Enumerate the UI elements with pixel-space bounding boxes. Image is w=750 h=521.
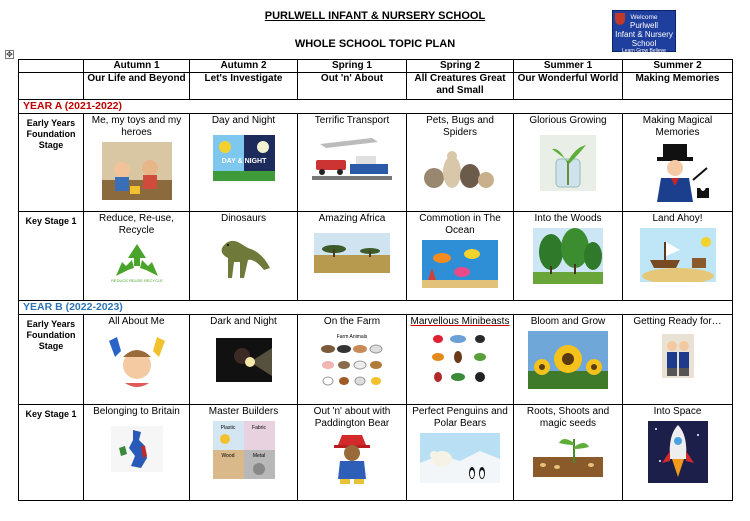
seedling-image xyxy=(533,433,603,477)
topic-title: On the Farm xyxy=(323,316,381,327)
pets-image xyxy=(420,142,500,190)
logo-welcome: Welcome xyxy=(630,14,658,21)
ocean-image xyxy=(422,240,498,288)
penguins-image xyxy=(420,433,500,483)
topic-title-text: Marvellous Minibeasts xyxy=(410,316,510,327)
wood-text: Wood xyxy=(221,453,234,459)
topic-title: Pets, Bugs and Spiders xyxy=(426,115,494,138)
topic-title: All About Me xyxy=(108,316,165,327)
toys-image xyxy=(102,142,172,200)
year-b-eyfs-row xyxy=(19,315,733,405)
topic-cell xyxy=(407,405,514,501)
theme-autumn1: Our Life and Beyond xyxy=(84,73,190,100)
plan-title: WHOLE SCHOOL TOPIC PLAN xyxy=(294,38,456,50)
logo-name-3: School xyxy=(631,39,657,48)
topic-cell xyxy=(190,114,298,212)
topic-title: Out 'n' about with Paddington Bear xyxy=(313,406,391,429)
topic-cell xyxy=(84,212,190,301)
topic-cell xyxy=(407,315,514,405)
topic-cell xyxy=(623,212,733,301)
corner-cell-2 xyxy=(19,73,84,100)
plastic-text: Plastic xyxy=(220,425,235,431)
table-move-handle-icon[interactable]: ✥ xyxy=(6,50,13,59)
fabric-text: Fabric xyxy=(251,425,266,431)
logo-name-2: Infant & Nursery xyxy=(615,30,673,39)
dinosaur-image xyxy=(214,228,274,284)
year-b-label: YEAR B (2022-2023) xyxy=(19,301,733,315)
topic-title: Into the Woods xyxy=(534,213,602,224)
topic-cell xyxy=(407,212,514,301)
topic-cell xyxy=(514,405,623,501)
topic-cell xyxy=(84,405,190,501)
topic-cell xyxy=(190,212,298,301)
pirate-image xyxy=(640,228,716,282)
topic-title: Getting Ready for… xyxy=(633,316,722,327)
topic-cell xyxy=(623,405,733,501)
topic-title: Day and Night xyxy=(211,115,276,126)
logo-motto: Learn Grow Believe xyxy=(622,48,666,54)
topic-title: Roots, Shoots and magic seeds xyxy=(526,406,610,429)
year-b-row xyxy=(19,301,733,315)
topic-cell xyxy=(84,114,190,212)
child-hands-image xyxy=(105,331,169,393)
topic-title: Terrific Transport xyxy=(314,115,390,126)
school-logo xyxy=(612,10,676,52)
magician-image xyxy=(643,142,713,204)
term-summer2: Summer 2 xyxy=(623,60,733,73)
day-night-text: DAY & NIGHT xyxy=(221,158,266,165)
recycle-text: REDUCE REUSE RECYCLE xyxy=(110,278,163,283)
term-summer1: Summer 1 xyxy=(514,60,623,73)
theme-summer1: Our Wonderful World xyxy=(514,73,623,100)
year-a-ks1-row xyxy=(19,212,733,301)
school-title: PURLWELL INFANT & NURSERY SCHOOL xyxy=(264,10,486,22)
stage-label: Key Stage 1 xyxy=(19,405,84,501)
topic-title: Reduce, Re-use, Recycle xyxy=(98,213,175,236)
term-autumn2: Autumn 2 xyxy=(190,60,298,73)
topic-title xyxy=(407,315,513,328)
topic-title: Dinosaurs xyxy=(220,213,267,224)
topic-title: Making Magical Memories xyxy=(642,115,713,138)
topic-cell xyxy=(190,405,298,501)
topic-title: Into Space xyxy=(653,406,702,417)
topic-cell xyxy=(623,114,733,212)
topic-cell xyxy=(298,315,407,405)
topic-cell xyxy=(190,315,298,405)
farm-text: Farm Animals xyxy=(336,334,368,340)
africa-image xyxy=(314,233,390,273)
topic-plan-table xyxy=(18,59,733,501)
woods-image xyxy=(533,228,603,284)
topic-title: Commotion in The Ocean xyxy=(419,213,501,236)
topic-title: Bloom and Grow xyxy=(530,316,606,327)
term-spring2: Spring 2 xyxy=(407,60,514,73)
farm-animals-image xyxy=(316,331,388,391)
theme-spring1: Out 'n' About xyxy=(298,73,407,100)
topic-cell xyxy=(407,114,514,212)
theme-autumn2: Let's Investigate xyxy=(190,73,298,100)
theme-spring2: All Creatures Great and Small xyxy=(407,73,514,100)
topic-title: Glorious Growing xyxy=(529,115,607,126)
year-a-label: YEAR A (2021-2022) xyxy=(19,100,733,114)
topic-cell xyxy=(514,315,623,405)
stage-label: Early Years Foundation Stage xyxy=(19,315,84,405)
crest-icon xyxy=(615,13,625,25)
topic-title: Amazing Africa xyxy=(318,213,386,224)
materials-image xyxy=(213,421,275,479)
corner-cell xyxy=(19,60,84,73)
topic-title: Belonging to Britain xyxy=(93,406,180,417)
logo-name: Purlwell xyxy=(629,21,658,30)
growing-image xyxy=(540,135,596,191)
paddington-image xyxy=(332,433,372,485)
topic-cell xyxy=(514,114,623,212)
year-a-row xyxy=(19,100,733,114)
minibeasts-image xyxy=(428,331,492,387)
rocket-image xyxy=(648,421,708,483)
topic-cell xyxy=(298,114,407,212)
topic-title: Master Builders xyxy=(208,406,279,417)
topic-title: Me, my toys and my heroes xyxy=(91,115,182,138)
theme-row xyxy=(19,73,733,100)
topic-cell xyxy=(298,212,407,301)
stage-label: Early Years Foundation Stage xyxy=(19,114,84,212)
topic-cell xyxy=(298,405,407,501)
topic-cell xyxy=(514,212,623,301)
topic-cell xyxy=(84,315,190,405)
school-children-image xyxy=(662,334,694,378)
stage-label: Key Stage 1 xyxy=(19,212,84,301)
topic-title: Perfect Penguins and Polar Bears xyxy=(412,406,508,429)
theme-summer2: Making Memories xyxy=(623,73,733,100)
topic-cell xyxy=(623,315,733,405)
britain-map-image xyxy=(111,426,163,472)
year-b-ks1-row xyxy=(19,405,733,501)
topic-title: Land Ahoy! xyxy=(652,213,703,224)
transport-image xyxy=(312,130,392,182)
term-row xyxy=(19,60,733,73)
topic-title: Dark and Night xyxy=(210,316,277,327)
metal-text: Metal xyxy=(252,453,265,459)
sunflowers-image xyxy=(528,331,608,389)
day-night-image xyxy=(213,135,275,181)
year-a-eyfs-row xyxy=(19,114,733,212)
torch-image xyxy=(216,338,272,382)
recycle-image xyxy=(108,240,166,286)
term-autumn1: Autumn 1 xyxy=(84,60,190,73)
term-spring1: Spring 1 xyxy=(298,60,407,73)
